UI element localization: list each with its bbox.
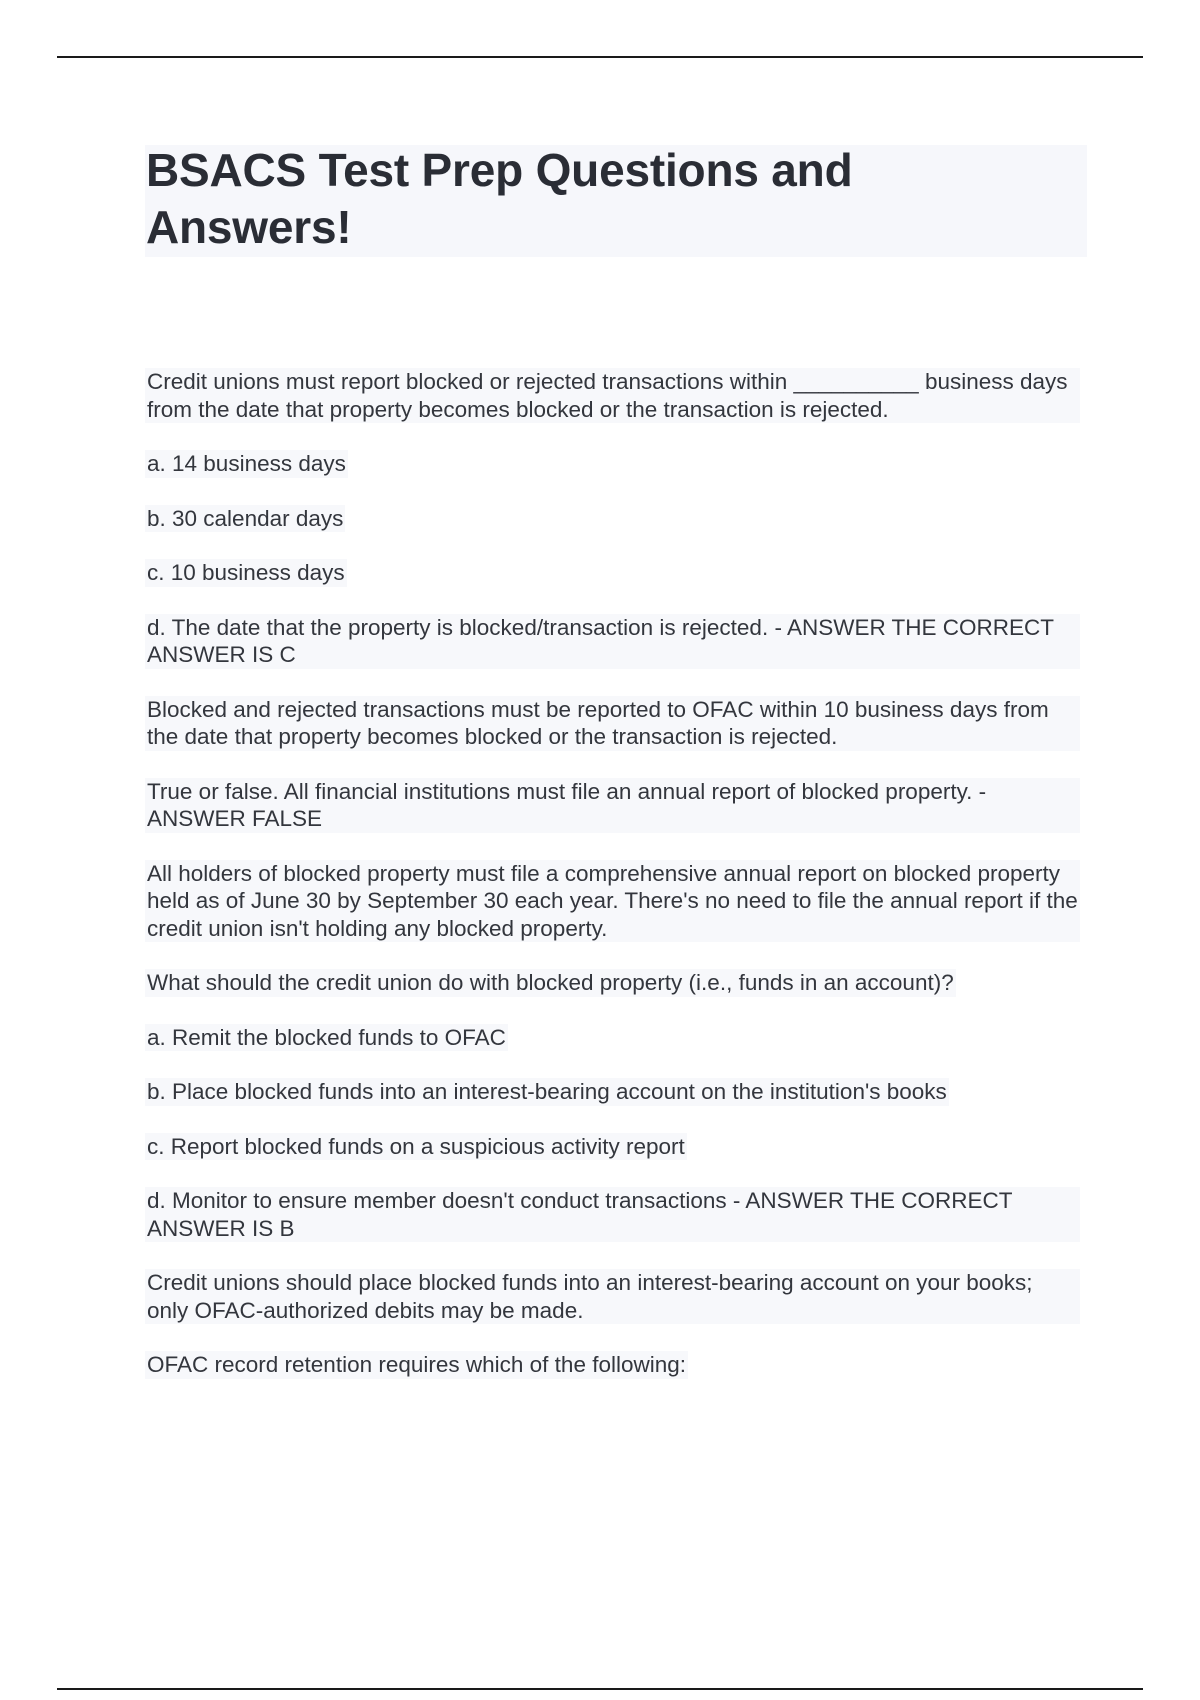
question-3-option-d-answer: d. Monitor to ensure member doesn't conduct transactions - ANSWER THE CORRECT ANSWER IS B: [145, 1187, 1080, 1242]
question-3-option-a: a. Remit the blocked funds to OFAC: [147, 1024, 506, 1050]
footer-rule: [57, 1688, 1143, 1690]
question-1-option-a: a. 14 business days: [147, 451, 346, 476]
question-3-text: What should the credit union do with blocked property (i.e., funds in an account)?: [147, 970, 954, 995]
question-1-explanation: Blocked and rejected transactions must be reported to OFAC within 10 business days from the date that property becomes blocked or the transaction is rejected.: [145, 696, 1080, 751]
question-2-explanation: All holders of blocked property must file a comprehensive annual report on blocked property held as of June 30 by September 30 each year. There's no need to file the annual report if the credit union isn't holding any blocked property.: [145, 860, 1080, 943]
question-1-option-d-answer: d. The date that the property is blocked/transaction is rejected. - ANSWER THE CORRECT ANSWER IS C: [145, 614, 1080, 669]
question-2-text-answer: True or false. All financial institutions must file an annual report of blocked property. - ANSWER FALSE: [145, 778, 1080, 833]
question-1-option-b: b. 30 calendar days: [147, 505, 344, 531]
question-1-option-c: c. 10 business days: [147, 560, 345, 585]
document-body: [145, 368, 1080, 1406]
question-3-option-c: c. Report blocked funds on a suspicious activity report: [147, 1133, 685, 1159]
document-title: BSACS Test Prep Questions and Answers!: [146, 144, 853, 253]
question-4-text: OFAC record retention requires which of the following:: [147, 1352, 687, 1377]
question-3-option-b: b. Place blocked funds into an interest-bearing account on the institution's books: [147, 1079, 947, 1104]
question-3-explanation: Credit unions should place blocked funds into an interest-bearing account on your books; only OFAC-authorized debits may be made.: [145, 1269, 1080, 1324]
question-1-text: Credit unions must report blocked or rejected transactions within __________ business days from the date that property becomes blocked or the transaction is rejected.: [145, 368, 1080, 423]
header-rule: [57, 56, 1143, 58]
